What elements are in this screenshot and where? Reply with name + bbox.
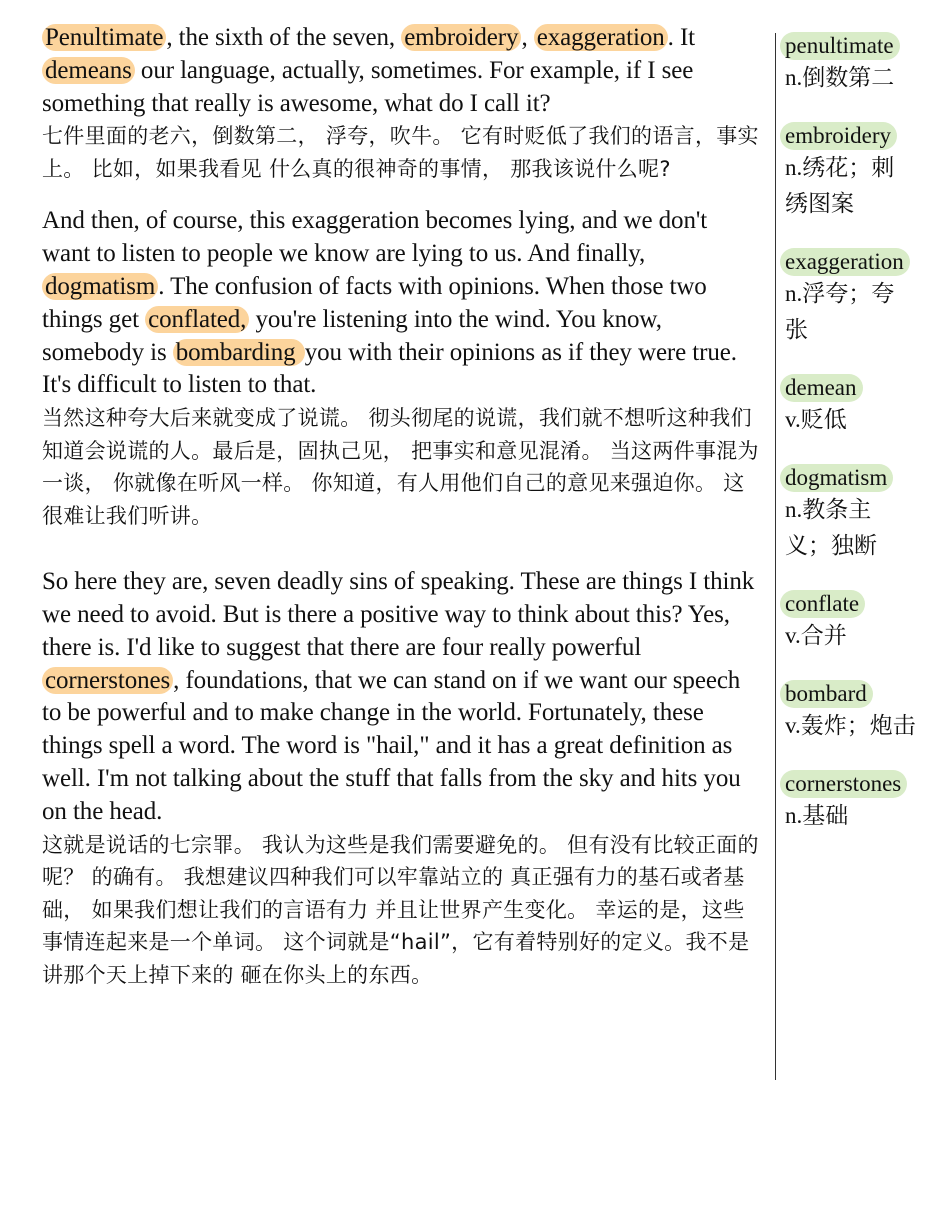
part-of-speech: v. (785, 407, 801, 432)
text-run: . It (667, 24, 696, 51)
part-of-speech: n. (785, 803, 803, 828)
english-text (42, 566, 760, 828)
part-of-speech: v. (785, 623, 801, 648)
vocab-entry-demean (780, 374, 945, 438)
definition-text: 贬低 (800, 407, 847, 433)
vocab-definition (780, 708, 917, 744)
highlighted-term[interactable]: demeans (42, 57, 135, 84)
chinese-translation: 这就是说话的七宗罪。 我认为这些是我们需要避免的。 但有没有比较正面的呢？ 的确有。 我想建议四种我们可以牢靠站立的 真正强有力的基石或者基础， 如果我们想让我们的言语有力 并且让世界产生变化。 幸运的是，这些事情连起来是一个单词。 这个词就是“hail”，它有着特别好的定义。我不是讲那个天上掉下来的 砸在你头上的东西。 (42, 832, 759, 987)
vocab-word[interactable]: cornerstones (780, 770, 907, 798)
paragraph-1 (42, 22, 760, 185)
definition-text: 教条主义；独断 (785, 497, 877, 559)
vocab-definition (780, 60, 917, 96)
text-run: And then, of course, this exaggeration becomes lying, and we don't want to listen to people we know are lying to us. And finally, (42, 207, 708, 268)
text-run: you with their opinions as if they were true. It's difficult to listen to that. (42, 338, 737, 399)
vocab-definition (780, 150, 917, 222)
transcript-column (42, 22, 760, 991)
highlighted-term[interactable]: exaggeration (534, 24, 668, 51)
text-run: , the sixth of the seven, (166, 24, 402, 51)
highlighted-term[interactable]: embroidery (401, 24, 521, 51)
vocab-definition (780, 402, 917, 438)
vocab-entry-dogmatism (780, 464, 945, 564)
vocab-word[interactable]: bombard (780, 680, 873, 708)
highlighted-term[interactable]: cornerstones (42, 667, 173, 694)
paragraph-3 (42, 566, 760, 991)
part-of-speech: v. (785, 713, 801, 738)
vocab-word[interactable]: exaggeration (780, 248, 910, 276)
english-text (42, 205, 760, 402)
vocabulary-sidebar (780, 32, 945, 860)
vocab-definition (780, 798, 917, 834)
chinese-translation: 当然这种夸大后来就变成了说谎。 彻头彻尾的说谎，我们就不想听这种我们知道会说谎的人。最后是，固执己见， 把事实和意见混淆。 当这两件事混为一谈， 你就像在听风一样。 你知道，有人用他们自己的意见来强迫你。 这很难让我们听讲。 (42, 406, 759, 528)
highlighted-term[interactable]: Penultimate (42, 24, 166, 51)
part-of-speech: n. (785, 65, 803, 90)
text-run: you're listening into the wind. You know, somebody is (42, 305, 662, 366)
definition-text: 基础 (802, 803, 849, 829)
definition-text: 倒数第二 (802, 65, 895, 91)
vocab-definition (780, 492, 917, 564)
vocab-word[interactable]: dogmatism (780, 464, 893, 492)
text-run: So here they are, seven deadly sins of speaking. These are things I think we need to avoid. But is there a positive way to think about this? Yes, there is. I'd like to suggest that there are four really powerful (42, 568, 755, 661)
vocab-entry-cornerstones (780, 770, 945, 834)
vocab-entry-bombard (780, 680, 945, 744)
vocab-definition (780, 276, 917, 348)
vocab-word[interactable]: penultimate (780, 32, 900, 60)
highlighted-term[interactable]: bombarding (173, 339, 305, 366)
text-run: . The confusion of facts with opinions. When those two things get (42, 272, 707, 333)
vocab-word[interactable]: embroidery (780, 122, 897, 150)
vocab-word[interactable]: conflate (780, 590, 865, 618)
vocab-entry-penultimate (780, 32, 945, 96)
vocab-entry-exaggeration (780, 248, 945, 348)
vocab-entry-embroidery (780, 122, 945, 222)
chinese-translation: 七件里面的老六，倒数第二， 浮夸，吹牛。 它有时贬低了我们的语言，事实上。 比如，如果我看见 什么真的很神奇的事情， 那我该说什么呢? (42, 124, 759, 181)
paragraph-2 (42, 205, 760, 532)
vocab-entry-conflate (780, 590, 945, 654)
highlighted-term[interactable]: conflated, (145, 306, 249, 333)
highlighted-term[interactable]: dogmatism (42, 273, 158, 300)
definition-text: 绣花；刺绣图案 (785, 155, 895, 217)
definition-text: 浮夸；夸张 (785, 281, 895, 343)
vocab-definition (780, 618, 917, 654)
definition-text: 合并 (800, 623, 847, 649)
part-of-speech: n. (785, 497, 803, 522)
definition-text: 轰炸；炮击 (800, 713, 916, 739)
column-divider (775, 33, 776, 1080)
vocab-word[interactable]: demean (780, 374, 863, 402)
part-of-speech: n. (785, 155, 803, 180)
part-of-speech: n. (785, 281, 803, 306)
english-text (42, 22, 760, 120)
text-run: , foundations, that we can stand on if we want our speech to be powerful and to make change in the world. Fortunately, these things spell a word. The word is "hail," and it has a great definition as well. I'm not talking about the stuff that falls from the sky and hits you on the head. (42, 666, 741, 825)
text-run: , (521, 24, 534, 51)
text-run: our language, actually, sometimes. For example, if I see something that really is awesome, what do I call it? (42, 56, 694, 117)
